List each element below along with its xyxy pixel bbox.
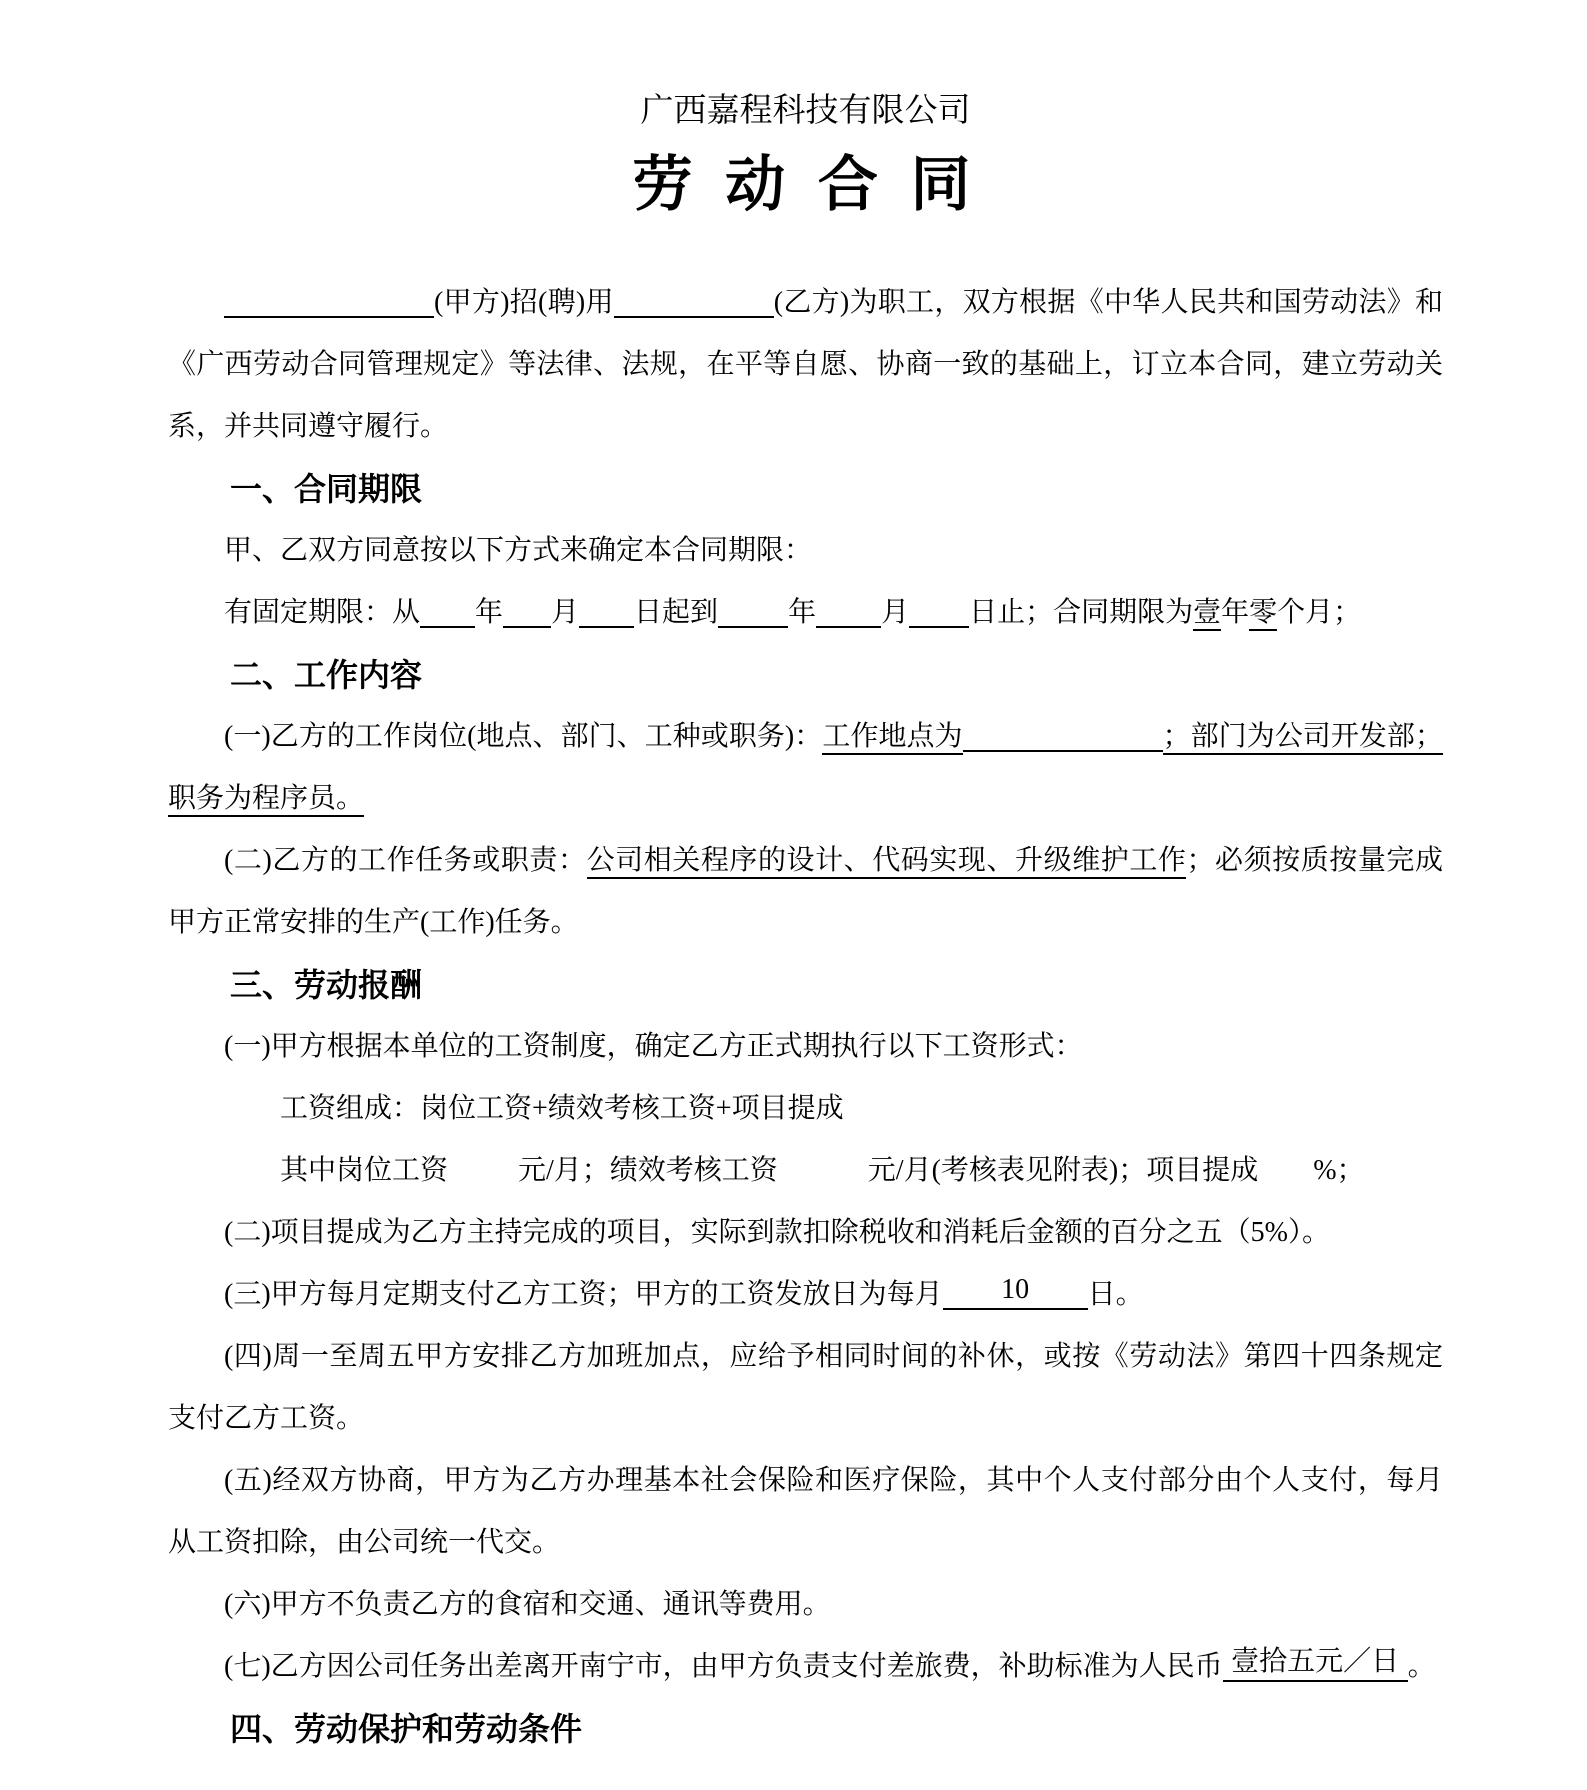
text-segment: %； <box>1313 1155 1365 1186</box>
text-segment: 工作地点为 <box>822 721 962 755</box>
clause-insurance <box>168 1450 1443 1574</box>
text-segment: 一、合同期限 <box>230 471 423 507</box>
text-segment: 公司相关程序的设计、代码实现、升级维护工作 <box>587 845 1187 879</box>
start-year-blank <box>420 591 475 628</box>
text-segment: (乙方)为职工，双方根据《中华人民共和国劳动法》和《广西劳动合同管理规定》等法律、法规，在平等自愿、协商一致的基础上，订立本合同，建立劳动关系，并共同遵守履行。 <box>168 287 1443 442</box>
heading-3-labor-compensation <box>168 954 1443 1016</box>
clause-wage-composition <box>168 1078 1443 1140</box>
text-segment: 零 <box>1249 597 1277 631</box>
clause-wage-form <box>168 1016 1443 1078</box>
payday-value: 10 <box>943 1273 1088 1310</box>
text-segment: 。 <box>1407 1651 1436 1682</box>
text-segment: 年 <box>475 597 504 628</box>
text-segment: 年 <box>1221 597 1250 628</box>
text-segment: 甲、乙双方同意按以下方式来确定本合同期限： <box>224 535 813 566</box>
text-segment: (一)甲方根据本单位的工资制度，确定乙方正式期执行以下工资形式： <box>224 1031 1083 1062</box>
work-location-blank <box>963 715 1163 752</box>
text-segment: (七)乙方因公司任务出差离开南宁市，由甲方负责支付差旅费，补助标准为人民币 <box>224 1651 1223 1682</box>
text-segment: 三、劳动报酬 <box>230 967 423 1003</box>
text-segment: 元/月；绩效考核工资 <box>518 1155 778 1186</box>
party-a-blank <box>224 281 434 318</box>
text-segment: 元/月(考核表见附表)；项目提成 <box>867 1155 1259 1186</box>
text-segment: 个月； <box>1277 597 1362 628</box>
text-segment: 二、工作内容 <box>230 657 423 693</box>
base-wage-blank <box>448 1152 518 1186</box>
clause-travel-allowance <box>168 1636 1443 1698</box>
end-day-blank <box>909 591 969 628</box>
text-segment: 日止；合同期限为 <box>969 597 1194 628</box>
paragraph-intro <box>168 272 1443 458</box>
text-segment: 四、劳动保护和劳动条件 <box>230 1711 583 1747</box>
document-title: 劳 动 合 同 <box>632 151 979 218</box>
text-segment: (五)经双方协商，甲方为乙方办理基本社会保险和医疗保险，其中个人支付部分由个人支付，每月从工资扣除，由公司统一代交。 <box>168 1465 1443 1558</box>
text-segment: (甲方)招(聘)用 <box>434 287 614 318</box>
text-segment: (二)项目提成为乙方主持完成的项目，实际到款扣除税收和消耗后金额的百分之五（5%）。 <box>224 1217 1330 1248</box>
clause-work-position <box>168 706 1443 830</box>
text-segment: 工资组成：岗位工资+绩效考核工资+项目提成 <box>280 1093 844 1124</box>
text-segment: 月 <box>551 597 580 628</box>
text-segment: 日起到 <box>634 597 719 628</box>
text-segment: (二)乙方的工作任务或职责： <box>224 845 587 876</box>
text-segment: (一)乙方的工作岗位(地点、部门、工种或职务)： <box>224 721 823 752</box>
text-segment: 月 <box>881 597 910 628</box>
clause-project-commission <box>168 1202 1443 1264</box>
start-day-blank <box>579 591 634 628</box>
text-segment: (四)周一至周五甲方安排乙方加班加点，应给予相同时间的补休，或按《劳动法》第四十四条规定支付乙方工资。 <box>168 1341 1443 1434</box>
clause-wage-amounts <box>168 1140 1443 1202</box>
company-name: 广西嘉程科技有限公司 <box>640 93 971 129</box>
clause-term-intro <box>168 520 1443 582</box>
allowance-value: 壹拾五元／日 <box>1223 1645 1408 1682</box>
clause-fixed-term <box>168 582 1443 644</box>
text-segment: ；部门为公司开发部；职务为程序员。 <box>168 721 1443 817</box>
text-segment: 壹 <box>1193 597 1221 631</box>
heading-1-contract-term <box>168 458 1443 520</box>
performance-wage-blank <box>778 1152 868 1186</box>
text-segment: (三)甲方每月定期支付乙方工资；甲方的工资发放日为每月 <box>224 1279 943 1310</box>
text-segment: 年 <box>788 597 817 628</box>
clause-overtime <box>168 1326 1443 1450</box>
text-segment: (六)甲方不负责乙方的食宿和交通、通讯等费用。 <box>224 1589 831 1620</box>
text-segment: 有固定期限：从 <box>224 597 421 628</box>
heading-2-work-content <box>168 644 1443 706</box>
clause-no-board <box>168 1574 1443 1636</box>
text-segment: 日。 <box>1087 1279 1144 1310</box>
end-year-blank <box>718 591 788 628</box>
clause-work-duty <box>168 830 1443 954</box>
clause-payday <box>168 1264 1443 1326</box>
document-body <box>168 272 1443 1760</box>
text-segment: ；必须按质按量完成甲方正常安排的生产(工作)任务。 <box>168 845 1443 938</box>
start-month-blank <box>503 591 551 628</box>
commission-percent-blank <box>1258 1152 1313 1186</box>
text-segment: 其中岗位工资 <box>280 1155 449 1186</box>
end-month-blank <box>816 591 881 628</box>
party-b-blank <box>614 281 774 318</box>
heading-4-labor-protection <box>168 1698 1443 1760</box>
